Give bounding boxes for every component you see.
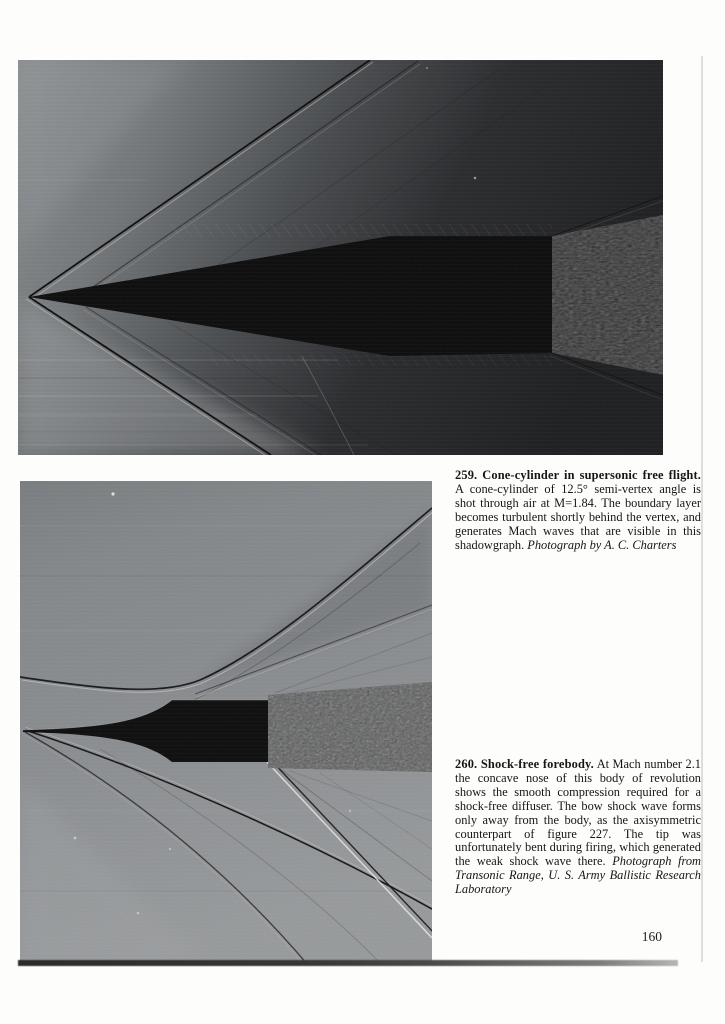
page-right-edge-shadow	[701, 56, 703, 962]
caption-260-credit: Photograph from Transonic Range, U. S. Army Ballistic Research Laboratory	[455, 854, 701, 897]
caption-259-body: A cone-cylinder of 12.5° semi-vertex angle is shot through air at M=1.84. The boundary layer becomes turbulent shortly behind the vertex, and generates Mach waves that are visible in this shadowgraph.	[455, 481, 701, 552]
caption-259-title: 259. Cone-cylinder in supersonic free flight.	[455, 468, 701, 482]
caption-259-credit: Photograph by A. C. Charters	[527, 537, 677, 552]
film-grain	[20, 481, 432, 965]
figure-259-caption	[455, 469, 701, 552]
cone-cylinder-shadowgraph-art	[18, 60, 663, 455]
figure-260-shadowgraph-photo	[20, 481, 432, 965]
page-number: 160	[641, 929, 662, 944]
film-grain	[18, 60, 663, 455]
caption-260-body: At Mach number 2.1 the concave nose of this body of revolution shows the smooth compression required for a shock-free diffuser. The bow shock wave forms only away from the body, as the axisymmetric counterpart of figure 227. The tip was unfortunately bent during firing, which generated the weak shock wave there.	[455, 757, 701, 869]
shock-free-forebody-shadowgraph-art	[20, 481, 432, 965]
figure-260-caption	[455, 758, 701, 897]
caption-260-title: 260. Shock-free forebody.	[455, 757, 594, 771]
figure-259-shadowgraph-photo	[18, 60, 663, 455]
page-bottom-edge-shadow	[18, 960, 678, 966]
